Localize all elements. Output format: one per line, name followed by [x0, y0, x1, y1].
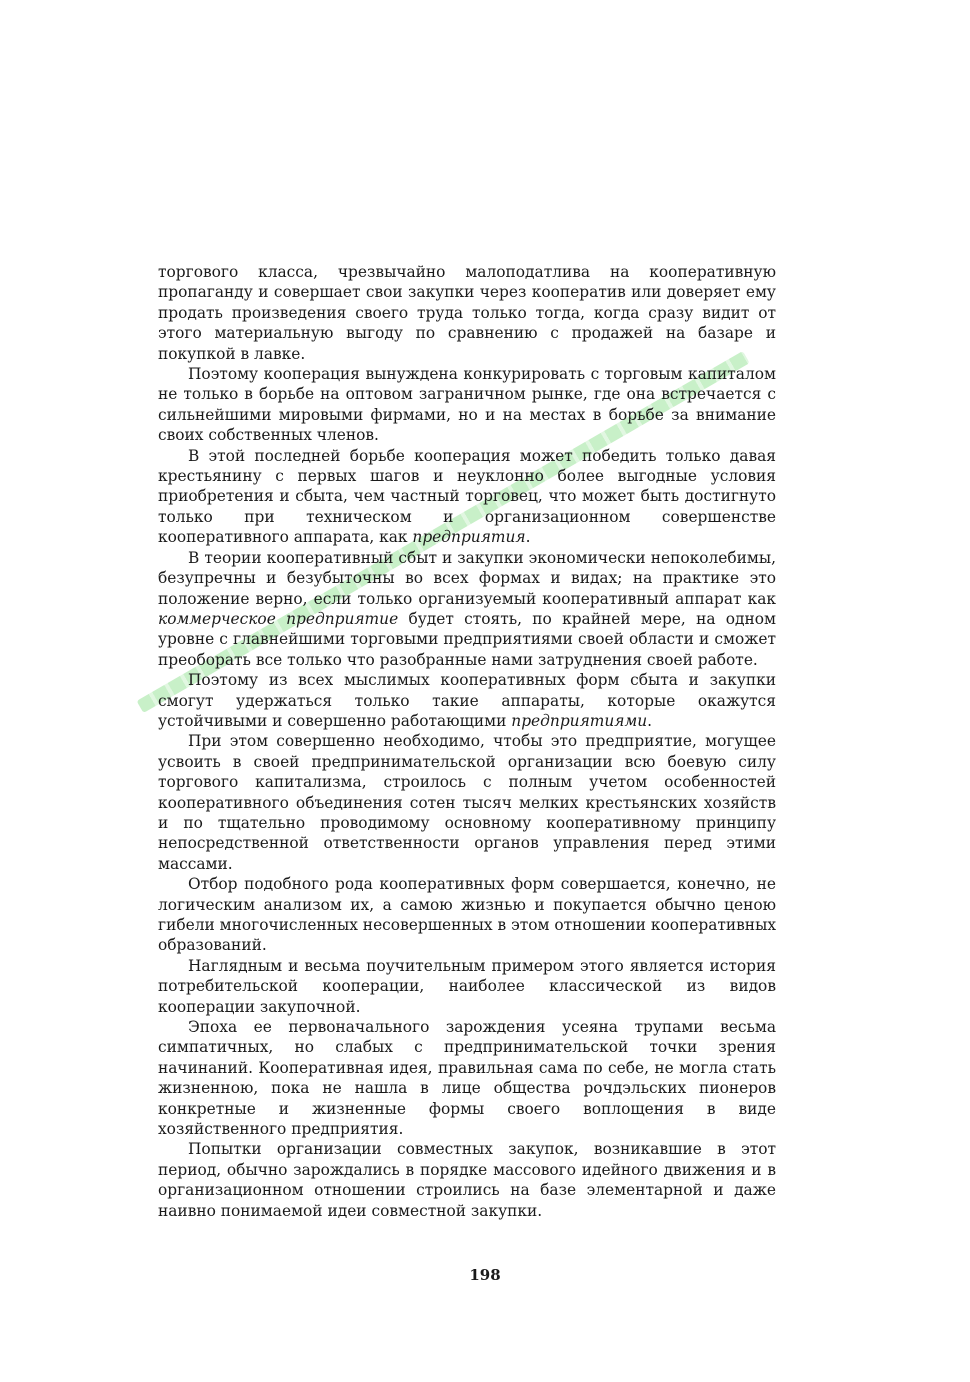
paragraph: Эпоха ее первоначального зарождения усеяна трупами весьма симпатичных, но слабых с предпринимательской точки зрения начинаний. Кооперативная идея, правильная сама по себе, не могла стать жизненною, пока не нашла в лице общества рочдэльских пионеров конкретные и жизненные формы своего воплощения в виде хозяйственного предприятия. — [158, 1018, 776, 1139]
paragraph: При этом совершенно необходимо, чтобы это предприятие, могущее усвоить в своей предпринимательской организации всю боевую силу торгового капитализма, строилось с полным учетом особенностей кооперативного объединения сотен тысяч мелких крестьянских хозяйств и по тщательно проводимому основному кооперативному принципу непосредственной ответственности органов управления перед этими массами. — [158, 732, 776, 873]
page-number: 198 — [469, 1266, 501, 1284]
paragraph: В этой последней борьбе кооперация может победить только давая крестьянину с первых шагов и неуклонно более выгодные условия приобретения и сбыта, чем частный торговец, что может быть достигнуто только при техническом и организационном совершенстве кооперативного аппарата, как предприятия. — [158, 446, 776, 547]
paragraph: Отбор подобного рода кооперативных форм совершается, конечно, не логическим анализом их, а самою жизнью и покупается обычно ценою гибели многочисленных несовершенных в этом отношении кооперативных образований. — [158, 875, 776, 955]
paragraph: Поэтому кооперация вынуждена конкурировать с торговым капиталом не только в борьбе на оптовом заграничном рынке, где она встречается с сильнейшими мировыми фирмами, но и на местах в борьбе за внимание своих собственных членов. — [158, 365, 776, 445]
paragraph: В теории кооперативный сбыт и закупки экономически непоколебимы, безупречны и безубыточны во всех формах и видах; на практике это положение верно, если только организуемый кооперативный аппарат как коммерческое предприятие будет стоять, по крайней мере, на одном уровне с главнейшими торговыми предприятиями своей области и сможет преоборать все только что разобранные нами затруднения своей работе. — [158, 548, 777, 669]
paragraph: Наглядным и весьма поучительным примером этого является история потребительской кооперации, наиболее классической из видов кооперации закупочной. — [158, 956, 776, 1016]
paragraph: торгового класса, чрезвычайно малоподатлива на кооперативную пропаганду и совершает свои закупки через кооператив или доверяет ему продать произведения своего труда только тогда, когда сразу видит от этого материальную выгоду по сравнению с продажей на базаре и покупкой в лавке. — [158, 263, 776, 363]
page-body — [158, 262, 776, 1221]
paragraph: Поэтому из всех мыслимых кооперативных форм сбыта и закупки смогут удержаться только такие аппараты, которые окажутся устойчивыми и совершенно работающими предприятиями. — [158, 671, 776, 730]
paragraph: Попытки организации совместных закупок, возникавшие в этот период, обычно зарождались в порядке массового идейного движения и в организационном отношении строились на базе элементарной и даже наивно понимаемой идеи совместной закупки. — [158, 1140, 776, 1220]
